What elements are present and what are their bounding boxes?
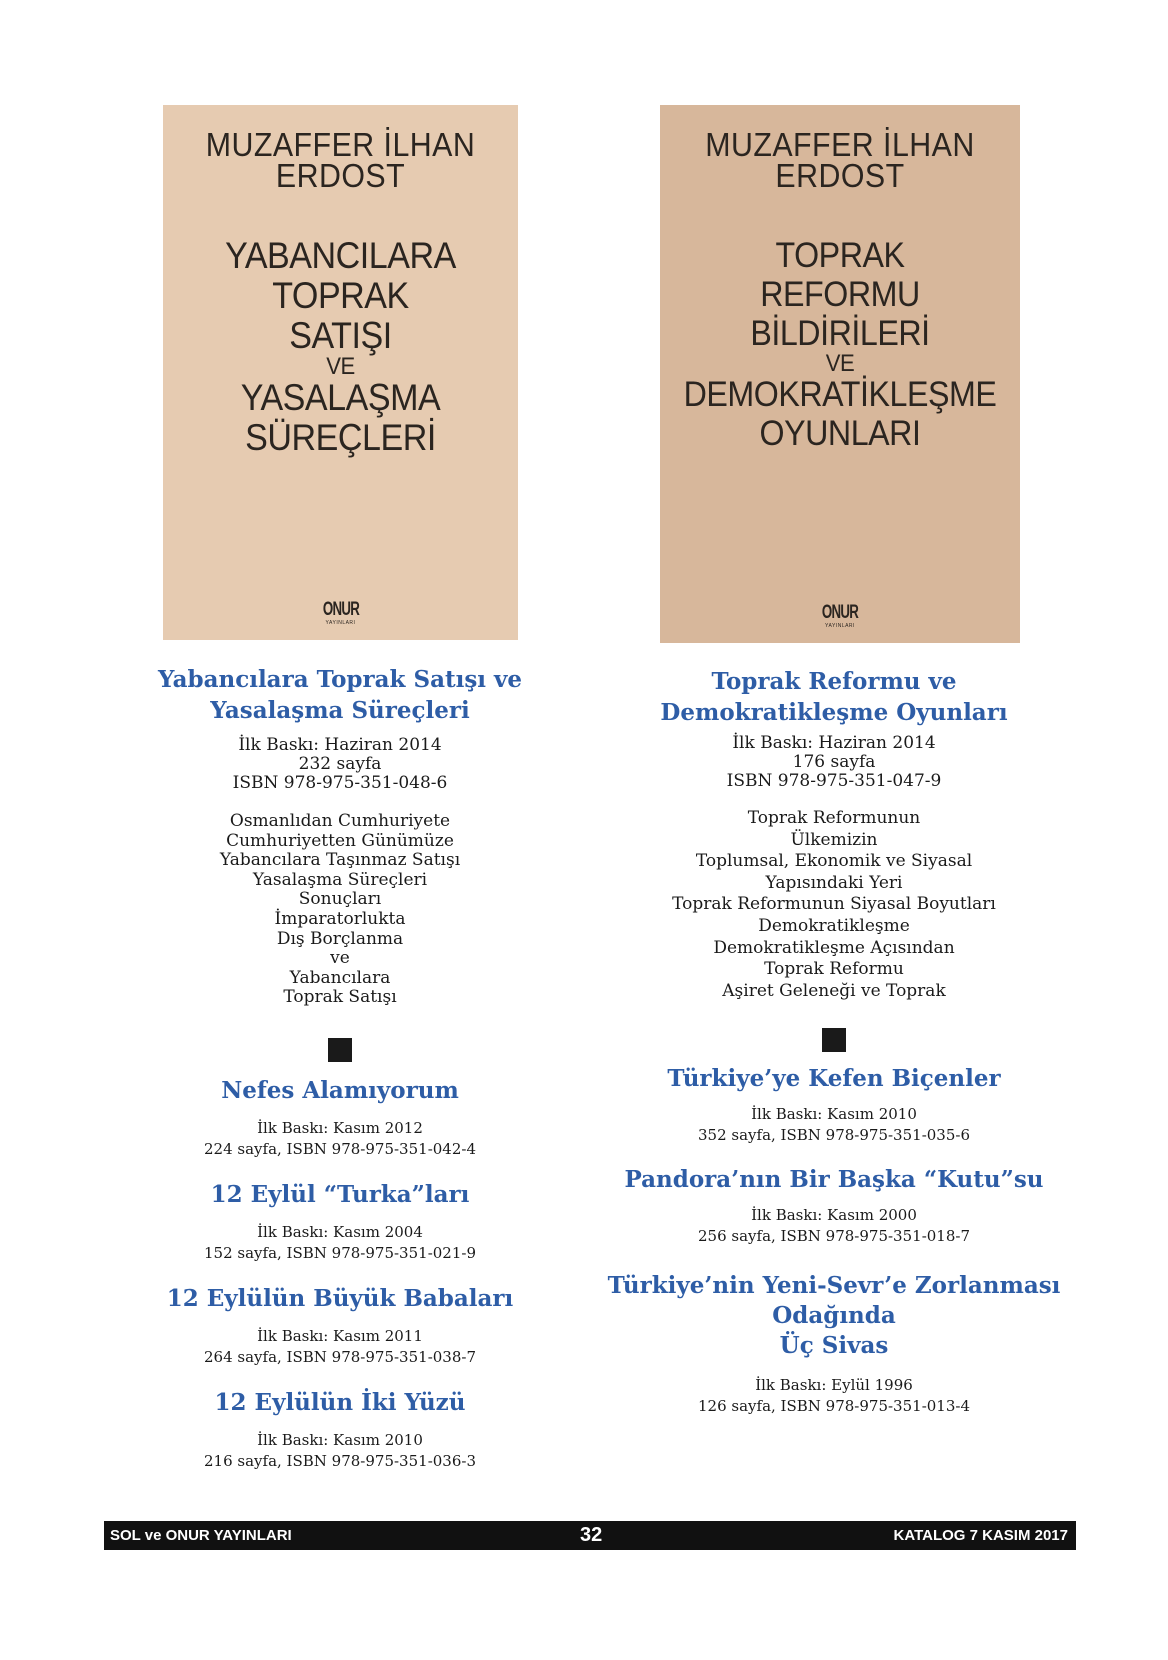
footer-catalog: KATALOG 7 KASIM 2017 bbox=[893, 1527, 1068, 1544]
cover-title: YABANCILARA TOPRAK SATIŞI VE YASALAŞMA SÜREÇLERİ bbox=[225, 235, 456, 458]
book-meta: İlk Baskı: Kasım 2010 216 sayfa, ISBN 978-975-351-036-3 bbox=[204, 1430, 476, 1470]
book-meta: İlk Baskı: Kasım 2011 264 sayfa, ISBN 978-975-351-038-7 bbox=[204, 1326, 476, 1366]
book-title: Yabancılara Toprak Satışı ve Yasalaşma Süreçleri bbox=[157, 666, 523, 724]
book-meta: İlk Baskı: Kasım 2012 224 sayfa, ISBN 978-975-351-042-4 bbox=[204, 1118, 476, 1158]
cover-author: MUZAFFER İLHAN ERDOST bbox=[705, 126, 975, 194]
book-title: Nefes Alamıyorum bbox=[221, 1076, 459, 1104]
book-meta: İlk Baskı: Kasım 2010 352 sayfa, ISBN 978-975-351-035-6 bbox=[698, 1105, 970, 1145]
book-meta: İlk Baskı: Haziran 2014 232 sayfa ISBN 978-975-351-048-6 bbox=[232, 735, 448, 793]
book-title: 12 Eylülün Büyük Babaları bbox=[166, 1284, 514, 1312]
book-title: Pandora’nın Bir Başka “Kutu”su bbox=[624, 1166, 1044, 1194]
book-meta: İlk Baskı: Haziran 2014 176 sayfa ISBN 978-975-351-047-9 bbox=[726, 733, 942, 791]
book-cover-left bbox=[163, 105, 518, 640]
book-contents: Osmanlıdan Cumhuriyete Cumhuriyetten Günümüze Yabancılara Taşınmaz Satışı Yasalaşma Süreçleri Sonuçları İmparatorlukta Dış Borçlanma ve Yabancılara Toprak Satışı bbox=[219, 811, 461, 1008]
section-divider bbox=[822, 1028, 846, 1052]
book-title: Türkiye’ye Kefen Biçenler bbox=[667, 1065, 1001, 1093]
publisher-logo: ONUR YAYINLARI bbox=[821, 602, 859, 629]
book-meta: İlk Baskı: Eylül 1996 126 sayfa, ISBN 978-975-351-013-4 bbox=[698, 1376, 970, 1416]
right-column bbox=[604, 666, 1064, 1417]
book-contents: Toprak Reformunun Ülkemizin Toplumsal, Ekonomik ve Siyasal Yapısındaki Yeri Toprak Reformunun Siyasal Boyutları Demokratikleşme Demokratikleşme Açısından Toprak Reformu Aşiret Geleneği ve Toprak bbox=[672, 808, 996, 1001]
footer-publisher: SOL ve ONUR YAYINLARI bbox=[110, 1527, 292, 1544]
book-cover-right bbox=[660, 105, 1020, 643]
cover-title: TOPRAK REFORMU BİLDİRİLERİ VE DEMOKRATİKLEŞME OYUNLARI bbox=[683, 236, 997, 453]
book-meta: İlk Baskı: Kasım 2000 256 sayfa, ISBN 978-975-351-018-7 bbox=[698, 1206, 970, 1246]
publisher-logo: ONUR YAYINLARI bbox=[322, 599, 359, 626]
book-title: Toprak Reformu ve Demokratikleşme Oyunları bbox=[660, 668, 1008, 726]
left-column bbox=[120, 664, 560, 1472]
cover-author: MUZAFFER İLHAN ERDOST bbox=[205, 126, 476, 194]
section-divider bbox=[328, 1038, 352, 1062]
book-title: 12 Eylülün İki Yüzü bbox=[214, 1388, 466, 1416]
book-meta: İlk Baskı: Kasım 2004 152 sayfa, ISBN 978-975-351-021-9 bbox=[204, 1222, 476, 1262]
book-title: Türkiye’nin Yeni-Sevr’e Zorlanması Odağında Üç Sivas bbox=[607, 1272, 1061, 1360]
book-title: 12 Eylül “Turka”ları bbox=[210, 1180, 470, 1208]
page-number: 32 bbox=[580, 1524, 603, 1546]
page-footer bbox=[104, 1521, 1076, 1550]
